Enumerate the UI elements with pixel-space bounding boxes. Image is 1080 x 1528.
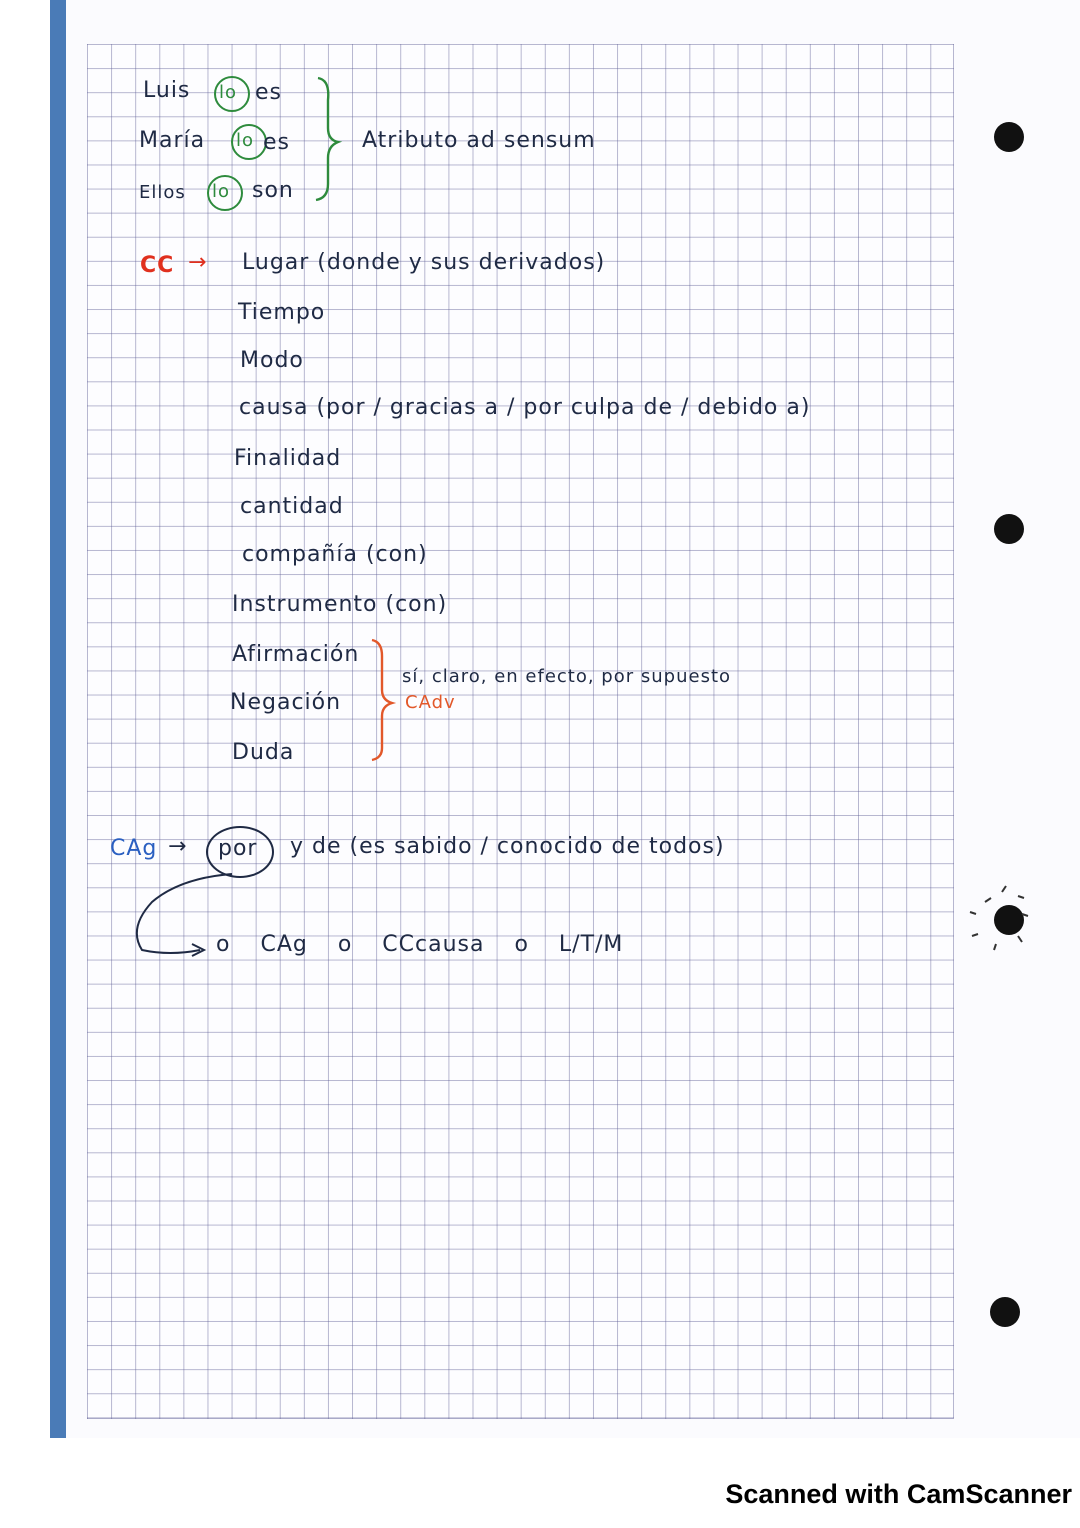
cc-item-causa: causa (por / gracias a / por culpa de / debido a) [239, 395, 811, 420]
bracket-label-cadv: CAdv [405, 692, 456, 713]
verb-es: es [255, 80, 282, 105]
cag-result-line: o CAg o CCcausa o L/T/M [216, 932, 624, 957]
cc-item-negacion: Negación [230, 690, 342, 715]
verb-es: es [263, 130, 290, 155]
cag-circled-por: por [218, 836, 258, 861]
pronoun-lo: lo [212, 181, 231, 202]
cag-rest: y de (es sabido / conocido de todos) [290, 834, 725, 859]
cc-label: CC [140, 253, 175, 278]
cc-item-lugar: Lugar (donde y sus derivados) [242, 250, 606, 275]
cc-item-afirmacion: Afirmación [232, 642, 360, 667]
cc-item-instrumento: Instrumento (con) [232, 592, 448, 617]
green-brace [316, 78, 338, 200]
subject-ellos: Ellos [139, 182, 186, 203]
cc-item-modo: Modo [240, 348, 304, 373]
subject-luis: Luis [143, 78, 191, 103]
mark-cluster [970, 886, 1028, 950]
cc-item-tiempo: Tiempo [238, 300, 326, 325]
atributo-note: Atributo ad sensum [362, 128, 596, 153]
orange-brace [372, 640, 392, 760]
cc-item-duda: Duda [232, 740, 295, 765]
curved-arrow [137, 874, 232, 953]
pronoun-lo: lo [219, 82, 238, 103]
pronoun-lo: lo [236, 130, 255, 151]
cc-item-compania: compañía (con) [242, 542, 428, 567]
cc-item-finalidad: Finalidad [234, 446, 342, 471]
camscanner-watermark: Scanned with CamScanner [725, 1479, 1072, 1509]
subject-maria: María [139, 128, 206, 153]
bracket-note: sí, claro, en efecto, por supuesto [402, 666, 732, 687]
verb-son: son [252, 178, 294, 203]
cag-label: CAg [110, 836, 158, 861]
cag-arrow: → [168, 834, 188, 859]
cc-arrow: → [188, 250, 208, 275]
cc-item-cantidad: cantidad [240, 494, 344, 519]
